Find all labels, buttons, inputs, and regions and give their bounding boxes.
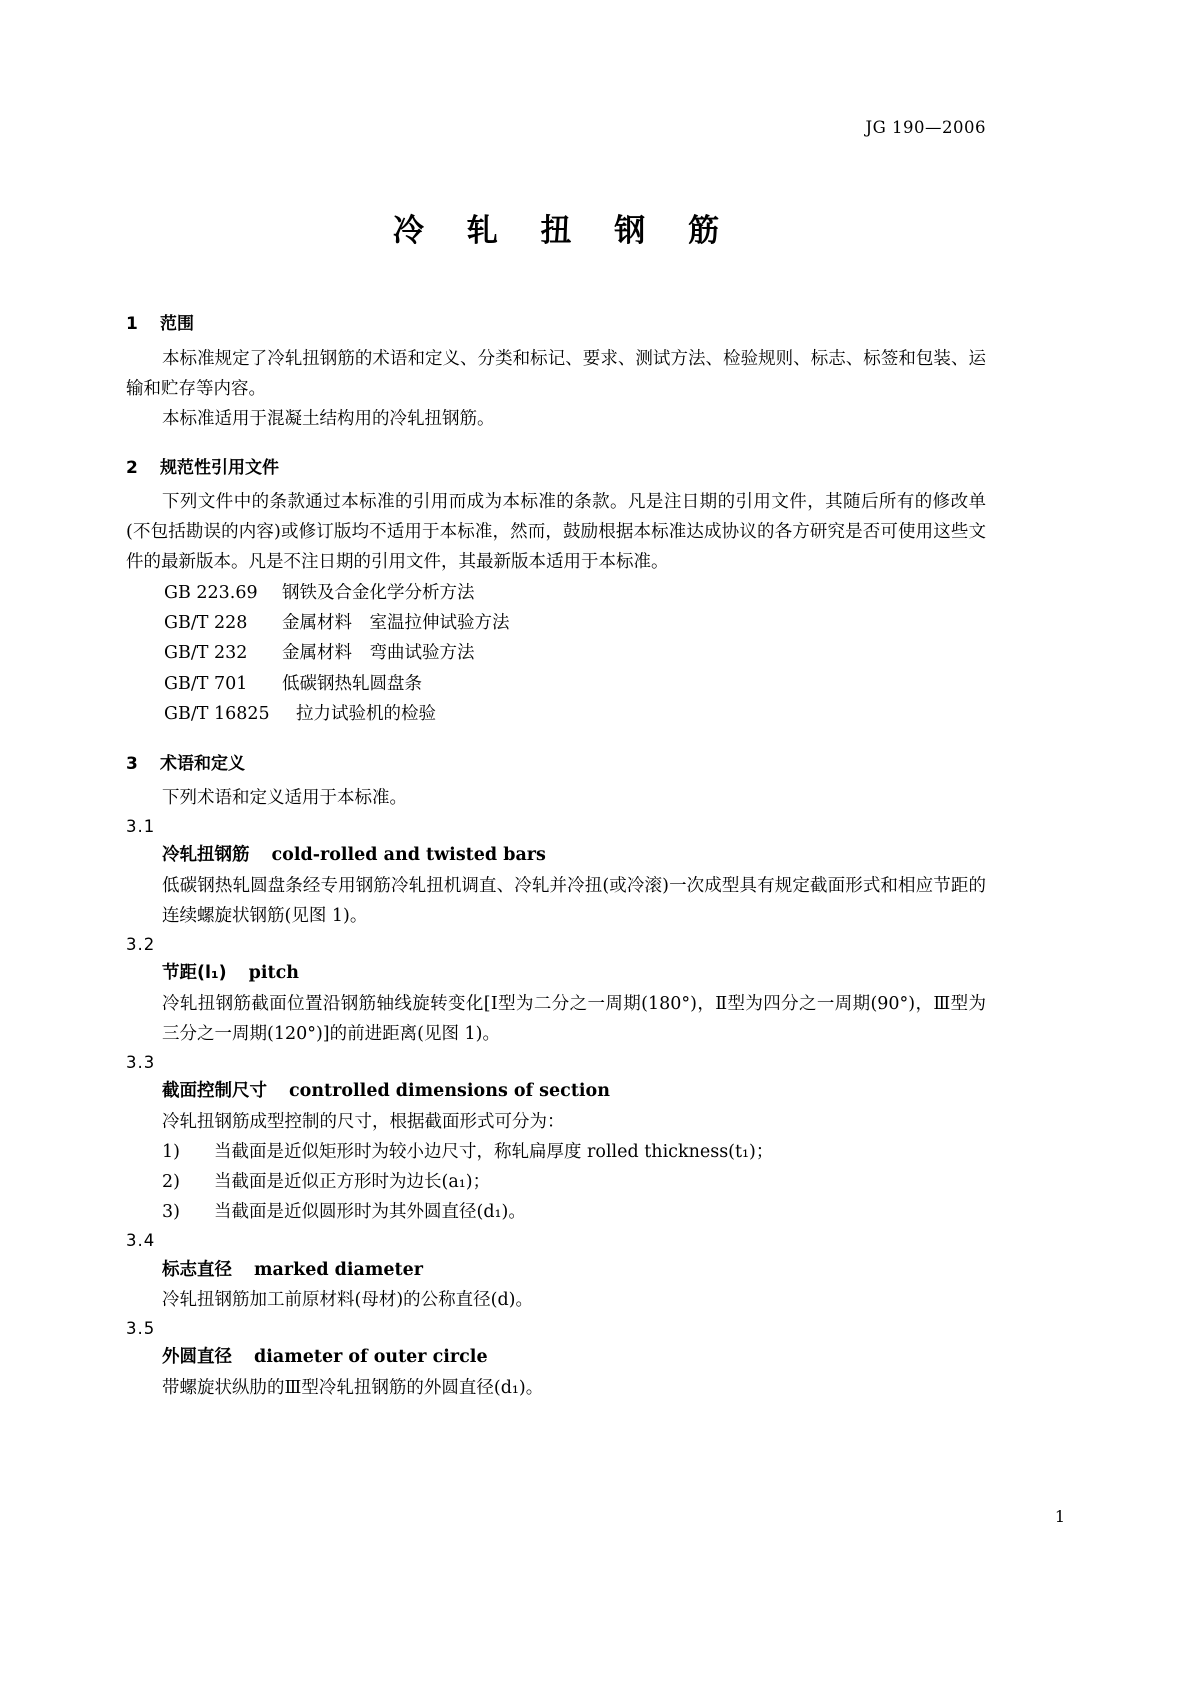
term-chinese: 节距(l₁): [162, 963, 227, 984]
reference-code: GB/T 232: [164, 643, 248, 664]
section-2-title: 规范性引用文件: [160, 457, 279, 478]
list-item-number: 3): [162, 1202, 180, 1223]
section-2-heading-wrap: [126, 456, 986, 482]
list-item-text: 当截面是近似正方形时为边长(a₁)；: [214, 1172, 491, 1193]
term-chinese: 截面控制尺寸: [162, 1081, 267, 1102]
section-3-number: 3: [126, 753, 138, 774]
term-english: controlled dimensions of section: [289, 1081, 610, 1102]
section-1-heading: [126, 312, 986, 338]
section-2-number: 2: [126, 457, 138, 478]
list-item-number: 1): [162, 1142, 180, 1163]
section-1-paragraph-2: 本标准适用于混凝土结构用的冷轧扭钢筋。: [162, 408, 495, 429]
reference-title: 金属材料 室温拉伸试验方法: [282, 613, 510, 633]
term-english: cold-rolled and twisted bars: [271, 845, 546, 866]
term-chinese: 外圆直径: [162, 1347, 232, 1368]
reference-title: 低碳钢热轧圆盘条: [282, 673, 422, 694]
reference-item: [126, 608, 986, 638]
section-3-title: 术语和定义: [160, 753, 245, 774]
section-3-heading-wrap: [126, 752, 986, 778]
reference-code: GB/T 701: [164, 673, 248, 694]
list-item: [126, 1197, 986, 1227]
page-number: 1: [1054, 1507, 1065, 1526]
list-item: [126, 1167, 986, 1197]
reference-item: [126, 699, 986, 729]
term-definition: 冷轧扭钢筋成型控制的尺寸，根据截面形式可分为：: [162, 1112, 565, 1133]
list-item-text: 当截面是近似矩形时为较小边尺寸，称轧扁厚度 rolled thickness(t₁)；: [214, 1142, 774, 1163]
document-body: [126, 290, 986, 1403]
section-3-heading: [126, 752, 986, 778]
term-definition: 冷轧扭钢筋截面位置沿钢筋轴线旋转变化[Ⅰ型为二分之一周期(180°)，Ⅱ型为四分之一周期(90°)，Ⅲ型为三分之一周期(120°)]的前进距离(见图 1)。: [162, 994, 986, 1045]
standard-code-header: JG 190—2006: [865, 118, 986, 137]
reference-code: GB/T 16825: [164, 704, 270, 725]
clause-number: 3.4: [126, 1231, 156, 1251]
list-item: [126, 1137, 986, 1167]
term-entry: [126, 1343, 986, 1373]
reference-code: GB 223.69: [164, 582, 258, 603]
term-definition: 带螺旋状纵肋的Ⅲ型冷轧扭钢筋的外圆直径(d₁)。: [162, 1378, 544, 1399]
term-chinese: 冷轧扭钢筋: [162, 845, 250, 866]
clause-number: 3.5: [126, 1319, 156, 1339]
reference-item: [126, 669, 986, 699]
term-definition: 低碳钢热轧圆盘条经专用钢筋冷轧扭机调直、冷轧并冷扭(或冷滚)一次成型具有规定截面形式和相应节距的连续螺旋状钢筋(见图 1)。: [162, 876, 986, 927]
term-chinese: 标志直径: [162, 1259, 232, 1280]
term-english: diameter of outer circle: [254, 1347, 488, 1368]
list-item-number: 2): [162, 1172, 180, 1193]
clause-number: 3.1: [126, 817, 156, 837]
term-english: pitch: [248, 963, 300, 984]
reference-title: 金属材料 弯曲试验方法: [282, 643, 475, 664]
reference-item: [126, 638, 986, 668]
section-2-paragraph-1: 下列文件中的条款通过本标准的引用而成为本标准的条款。凡是注日期的引用文件，其随后所有的修改单(不包括勘误的内容)或修订版均不适用于本标准，然而，鼓励根据本标准达成协议的各方研究是否可使用这些文件的最新版本。凡是不注日期的引用文件，其最新版本适用于本标准。: [126, 492, 986, 573]
clause-number: 3.3: [126, 1053, 156, 1073]
reference-code: GB/T 228: [164, 613, 248, 633]
page-title: 冷 轧 扭 钢 筋: [392, 213, 736, 249]
term-entry: [126, 959, 986, 989]
reference-title: 拉力试验机的检验: [296, 704, 436, 725]
reference-title: 钢铁及合金化学分析方法: [282, 582, 475, 603]
section-3-paragraph-1: 下列术语和定义适用于本标准。: [162, 788, 407, 809]
term-entry: [126, 841, 986, 871]
term-english: marked diameter: [254, 1259, 423, 1280]
section-1-heading-wrap: [126, 312, 986, 338]
term-entry: [126, 1256, 986, 1286]
section-1-number: 1: [126, 314, 138, 334]
reference-item: [126, 578, 986, 608]
section-2-heading: [126, 456, 986, 482]
clause-number: 3.2: [126, 935, 156, 955]
term-entry: [126, 1077, 986, 1107]
section-1-paragraph-1: 本标准规定了冷轧扭钢筋的术语和定义、分类和标记、要求、测试方法、检验规则、标志、标签和包装、运输和贮存等内容。: [126, 348, 986, 399]
term-definition: 冷轧扭钢筋加工前原材料(母材)的公称直径(d)。: [162, 1290, 534, 1311]
list-item-text: 当截面是近似圆形时为其外圆直径(d₁)。: [214, 1202, 526, 1223]
section-1-title: 范围: [160, 314, 194, 334]
